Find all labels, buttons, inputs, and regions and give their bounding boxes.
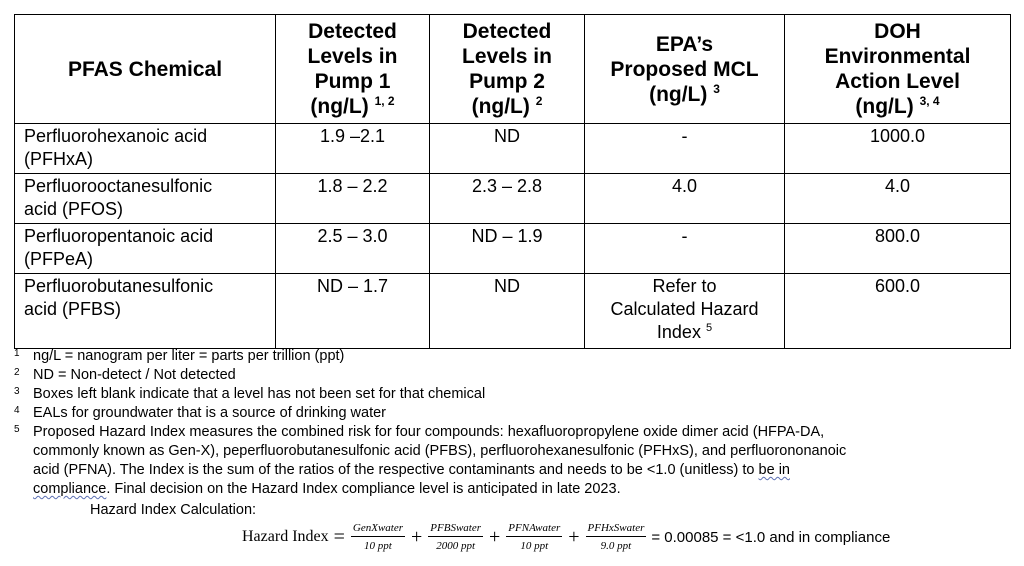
epa-cell: - [585,124,785,174]
footnote-number: 2 [14,367,20,378]
footnote-number: 4 [14,405,20,416]
spellcheck-flag: compliance [33,481,107,497]
table-row [15,174,1011,224]
header-doh-eal: DOH Environmental Action Level (ng/L) $^{3, 4}$ [785,15,1011,124]
footnote-number: 5 [14,424,20,435]
footnote [14,366,1004,385]
footnote-text: Boxes left blank indicate that a level has not been set for that chemical [33,386,486,402]
pump1-cell: ND – 1.7 [276,274,430,349]
table-header-row [15,15,1011,124]
formula-fraction: $\frac{\text{PFBSwater}}{\text{2000 ppt}}$ [430,522,482,552]
footnote [14,347,1004,366]
table-row [15,124,1011,174]
header-pump1: Detected Levels in Pump 1 (ng/L) $^{1, 2}$ [276,15,430,124]
header-pump2: Detected Levels in Pump 2 (ng/L) $^2$ [430,15,585,124]
formula-equals: = [333,525,345,548]
footnote-text: ng/L = nanogram per liter = parts per trillion (ppt) [33,348,345,364]
footnote-text: acid (PFNA). The Index is the sum of the ratios of the respective contaminants and needs to be <1.0 (unitless) to [33,462,759,478]
footnote-text: commonly known as Gen-X), peperfluorobutanesulfonic acid (PFBS), perfluorohexanesulfonic (PFHxS), and perfluorononanoic [33,443,847,459]
formula-plus: + [568,525,580,548]
spellcheck-flag: be in [758,462,790,478]
pump1-cell: 1.8 – 2.2 [276,174,430,224]
epa-cell: Refer to Calculated Hazard Index $^5$ [585,274,785,349]
footnote-text: EALs for groundwater that is a source of drinking water [33,405,387,421]
pump1-cell: 1.9 –2.1 [276,124,430,174]
footnote-hazard-index [14,423,1004,499]
table-row [15,274,1011,349]
footnote-number: 1 [14,348,20,359]
hazard-index-calc-label: Hazard Index Calculation: [90,502,257,518]
chemical-cell: Perfluoropentanoic acid (PFPeA) [15,224,276,274]
epa-cell: 4.0 [585,174,785,224]
epa-cell: - [585,224,785,274]
pump1-cell: 2.5 – 3.0 [276,224,430,274]
doh-cell: 4.0 [785,174,1011,224]
footnote-number: 3 [14,386,20,397]
pump2-cell: 2.3 – 2.8 [430,174,585,224]
chemical-cell: Perfluorohexanoic acid (PFHxA) [15,124,276,174]
footnote-text: ND = Non-detect / Not detected [33,367,236,383]
header-chemical: PFAS Chemical [15,15,276,124]
formula-result: = 0.00085 = <1.0 and in compliance [651,528,891,546]
footnote-text: . Final decision on the Hazard Index compliance level is anticipated in late 2023. [106,481,621,497]
formula-lhs: Hazard Index [242,528,329,545]
formula-plus: + [489,525,501,548]
pump2-cell: ND – 1.9 [430,224,585,274]
pfas-table [14,14,1011,349]
footnote [14,404,1004,423]
footnotes [14,347,1004,499]
formula-fraction: $\frac{\text{GenXwater}}{\text{10 ppt}}$ [352,522,404,552]
doh-cell: 1000.0 [785,124,1011,174]
doh-cell: 800.0 [785,224,1011,274]
formula-fraction: $\frac{\text{PFHxSwater}}{\text{9.0 ppt}}$ [587,522,645,552]
pump2-cell: ND [430,124,585,174]
pump2-cell: ND [430,274,585,349]
footnote [14,385,1004,404]
table-row [15,224,1011,274]
header-epa-mcl: EPA’s Proposed MCL (ng/L) $^3$ [585,15,785,124]
footnote-text: Proposed Hazard Index measures the combined risk for four compounds: hexafluoropropylene oxide dimer acid (HFPA-DA, [33,424,825,440]
formula-plus: + [411,525,423,548]
chemical-cell: Perfluorobutanesulfonic acid (PFBS) [15,274,276,349]
chemical-cell: Perfluorooctanesulfonic acid (PFOS) [15,174,276,224]
doh-cell: 600.0 [785,274,1011,349]
formula-fraction: $\frac{\text{PFNAwater}}{\text{10 ppt}}$ [508,522,561,552]
hazard-index-formula [242,518,890,556]
